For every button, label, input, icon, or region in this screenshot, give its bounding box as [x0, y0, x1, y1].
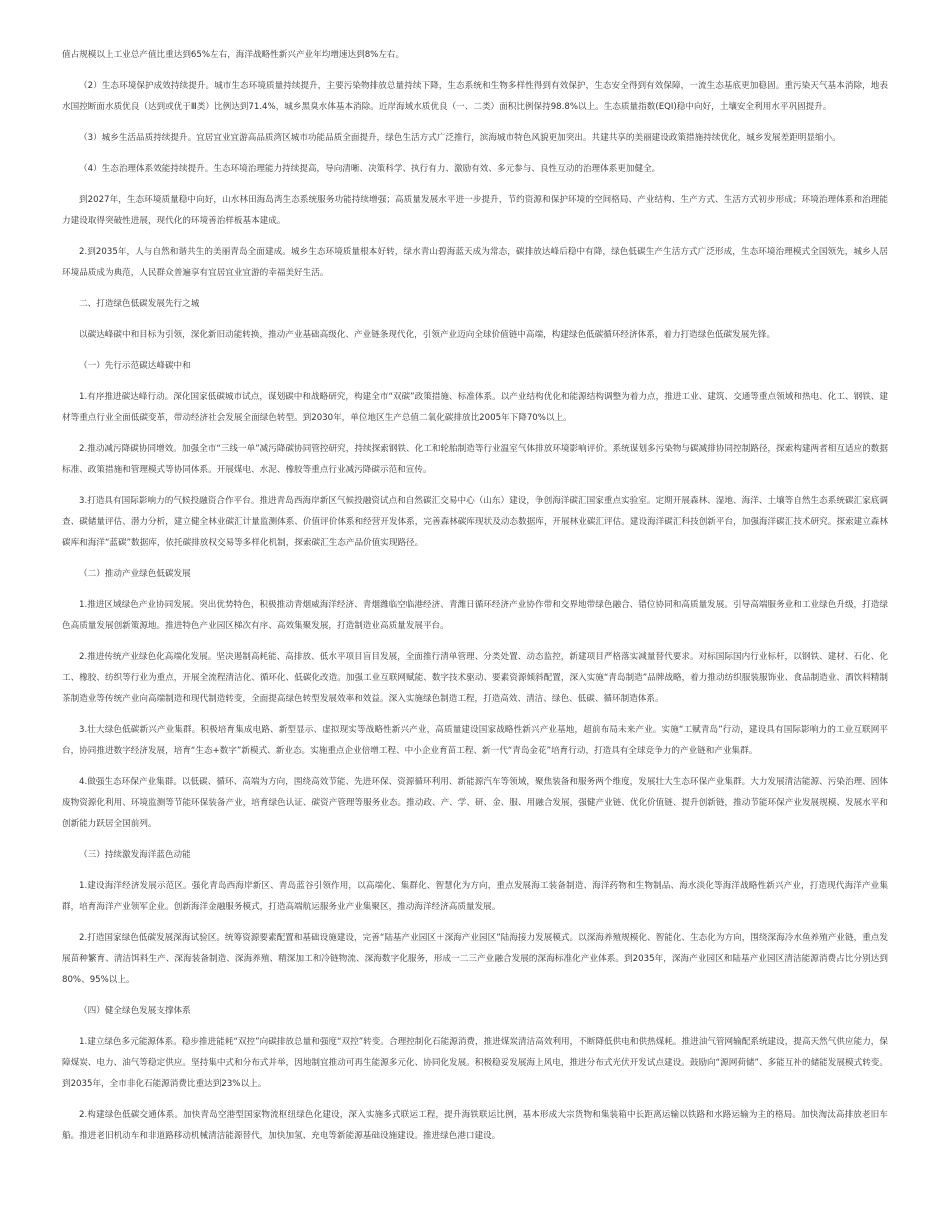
paragraph-continuation: 值占规模以上工业总产值比重达到65%左右，海洋战略性新兴产业年均增速达到8%左右。: [62, 50, 405, 60]
paragraph-energy-system: 1.建立绿色多元能源体系。稳步推进能耗“双控”向碳排放总量和强度“双控”转变。合理控制化石能源消费，推进煤炭清洁高效利用，不断降低供电和供热煤耗。推进油气管网输配系统建设，提高天然气供应能力，保障煤炭、电力、油气等稳定供应。坚持集中式和分布式并举，因地制宜推动可再生能源多元化、协同化发展。积极稳妥发展海上风电，推进分布式光伏开发试点建设。鼓励向“源网荷储”、多能互补的储能发展模式转变。到2035年，全市非化石能源消费比重达到23%以上。: [62, 1037, 888, 1089]
paragraph-2027-goal: 到2027年，生态环境质量稳中向好，山水林田海岛湾生态系统服务功能持续增强；高质量发展水平进一步提升，节约资源和保护环境的空间格局、产业结构、生产方式、生活方式初步形成；环境治理体系和治理能力建设取得突破性进展，现代化的环境善治样板基本建成。: [62, 195, 888, 226]
subsection-heading-industry: （二）推动产业绿色低碳发展: [79, 569, 191, 579]
paragraph-traditional-industry: 2.推进传统产业绿色化高端化发展。坚决遏制高耗能、高排放、低水平项目盲目发展，全面推行清单管理、分类处置、动态监控，新建项目严格落实减量替代要求。对标国际国内行业标杆，以钢铁、建材、石化、化工、橡胶、纺织等行业为重点，开展全流程清洁化、循环化、低碳化改造。加强工业互联网赋能、数字技术驱动、要素资源倾斜配置，深入实施“青岛制造”品牌战略，着力推动纺织服装服饰业、食品制造业、酒饮料精制茶制造业等传统产业向高端制造和现代制造转变，全面提高绿色转型发展效率和效益。深入实施绿色制造工程，打造高效、清洁、绿色、低碳、循环制造体系。: [62, 652, 888, 704]
section-heading-green-city: 二、打造绿色低碳发展先行之城: [79, 299, 200, 309]
paragraph-governance: （4）生态治理体系效能持续提升。生态环境治理能力持续提高，导向清晰、决策科学、执行有力、激励有效、多元参与、良性互动的治理体系更加健全。: [79, 164, 661, 174]
subsection-heading-support: （四）健全绿色发展支撑体系: [79, 1006, 191, 1016]
paragraph-climate-finance: 3.打造具有国际影响力的气候投融资合作平台。推进青岛西海岸新区气候投融资试点和自然碳汇交易中心（山东）建设，争创海洋碳汇国家重点实验室。定期开展森林、湿地、海洋、土壤等自然生态系统碳汇家底调查、碳储量评估、潜力分析，建立健全林业碳汇计量监测体系、价值评价体系和经营开发体系，完善森林碳库现状及动态数据库，开展林业碳汇评估。建设海洋碳汇科技创新平台，加强海洋碳汇技术研究。探索建立森林碳库和海洋“蓝碳”数据库，依托碳排放权交易等多样化机制，探索碳汇生态产品价值实现路径。: [62, 496, 888, 548]
paragraph-section-intro: 以碳达峰碳中和目标为引领，深化新旧动能转换，推动产业基础高级化、产业链条现代化，引领产业迈向全球价值链中高端，构建绿色低碳循环经济体系，着力打造绿色低碳发展先锋。: [79, 330, 776, 340]
paragraph-ecology-protection: （2）生态环境保护成效持续提升。城市生态环境质量持续提升，主要污染物排放总量持续下降，生态系统和生物多样性得到有效保护，生态安全得到有效保障，一流生态基底更加稳固。重污染天气基本消除，地表水国控断面水质优良（达到或优于Ⅲ类）比例达到71.4%，城乡黑臭水体基本消除。近岸海域水质优良（一、二类）面积比例保持98.8%以上。生态质量指数(EQI)稳中向好，土壤安全利用水平巩固提升。: [62, 81, 888, 112]
paragraph-regional-industry: 1.推进区域绿色产业协同发展。突出优势特色，积极推动青烟威海洋经济、青烟潍临空临港经济、青潍日循环经济产业协作带和交界地带绿色融合、错位协同和高质量发展。引导高端服务业和工业绿色升级，打造绿色高质量发展创新策源地。推进特色产业园区梯次有序、高效集聚发展，打造制造业高质量发展平台。: [62, 600, 888, 631]
paragraph-emerging-industry: 3.壮大绿色低碳新兴产业集群。积极培育集成电路、新型显示、虚拟现实等战略性新兴产业，高质量建设国家战略性新兴产业基地，超前布局未来产业。实施“工赋青岛”行动，建设具有国际影响力的工业互联网平台，协同推进数字经济发展，培育“生态+数字”新模式、新业态。实施重点企业倍增工程、中小企业育苗工程、新一代“青岛金花”培育行动，打造具有全球竞争力的产业链和产业集群。: [62, 725, 888, 756]
paragraph-carbon-peak: 1.有序推进碳达峰行动。深化国家低碳城市试点，谋划碳中和战略研究，构建全市“双碳”政策措施、标准体系。以产业结构优化和能源结构调整为着力点，推进工业、建筑、交通等重点领域和热电、化工、钢铁、建材等重点行业全面低碳变革，带动经济社会发展全面绿色转型。到2030年，单位地区生产总值二氧化碳排放比2005年下降70%以上。: [62, 392, 888, 423]
paragraph-pollution-reduction: 2.推动减污降碳协同增效。加强全市“三线一单”减污降碳协同管控研究，持续探索钢铁、化工和轮胎制造等行业温室气体排放环境影响评价。系统谋划多污染物与碳减排协同控制路径，探索构建两者相互适应的数据标准、政策措施和管理模式等协同体系。开展煤电、水泥、橡胶等重点行业减污降碳示范和宣传。: [62, 444, 888, 475]
paragraph-ocean-economy: 1.建设海洋经济发展示范区。强化青岛西海岸新区、青岛蓝谷引领作用，以高端化、集群化、智慧化为方向，重点发展海工装备制造、海洋药物和生物制品、海水淡化等海洋战略性新兴产业，打造现代海洋产业集群，培育海洋产业领军企业。创新海洋金融服务模式，打造高端航运服务业产业集聚区，推动海洋经济高质量发展。: [62, 881, 888, 912]
paragraph-living-quality: （3）城乡生活品质持续提升。宜居宜业宜游高品质湾区城市功能品质全面提升，绿色生活方式广泛推行，滨海城市特色风貌更加突出。共建共享的美丽建设政策措施持续优化，城乡发展差距明显缩小。: [79, 133, 841, 143]
subsection-heading-ocean: （三）持续激发海洋蓝色动能: [79, 850, 191, 860]
subsection-heading-carbon: （一）先行示范碳达峰碳中和: [79, 361, 191, 371]
paragraph-eco-industry: 4.做强生态环保产业集群。以低碳、循环、高端为方向，围绕高效节能、先进环保、资源循环利用、新能源汽车等领域，聚焦装备和服务两个维度，发展壮大生态环保产业集群。大力发展清洁能源、污染治理、固体废物资源化利用、环境监测等节能环保装备产业，培育绿色认证、碳资产管理等服务业态。推动政、产、学、研、金、服、用融合发展，强健产业链、优化价值链、提升创新链，推动节能环保产业发展规模、发展水平和创新能力跃居全国前列。: [62, 777, 888, 829]
paragraph-2035-goal: 2.到2035年，人与自然和谐共生的美丽青岛全面建成。城乡生态环境质量根本好转，绿水青山碧海蓝天成为常态，碳排放达峰后稳中有降，绿色低碳生产生活方式广泛形成，生态环境治理模式全国领先，城乡人居环境品质成为典范，人民群众普遍享有宜居宜业宜游的幸福美好生活。: [62, 247, 888, 278]
paragraph-transport-system: 2.构建绿色低碳交通体系。加快青岛空港型国家物流枢纽绿色化建设，深入实施多式联运工程，提升海铁联运比例，基本形成大宗货物和集装箱中长距离运输以铁路和水路运输为主的格局。加快淘汰高排放老旧车船。推进老旧机动车和非道路移动机械清洁能源替代，加快加氢、充电等新能源基础设施建设。推进绿色港口建设。: [62, 1110, 888, 1141]
paragraph-deep-sea: 2.打造国家绿色低碳发展深海试验区。统筹资源要素配置和基础设施建设，完善“陆基产业园区＋深海产业园区”陆海接力发展模式。以深海养殖规模化、智能化、生态化为方向，围绕深海冷水鱼养殖产业链，重点发展苗种繁育、清洁饵料生产、深海装备制造、深海养殖、精深加工和冷链物流、深海数字化服务，形成一二三产业融合发展的深海标准化产业体系。到2035年，深海产业园区和陆基产业园区清洁能源消费占比分别达到80%、95%以上。: [62, 933, 888, 985]
